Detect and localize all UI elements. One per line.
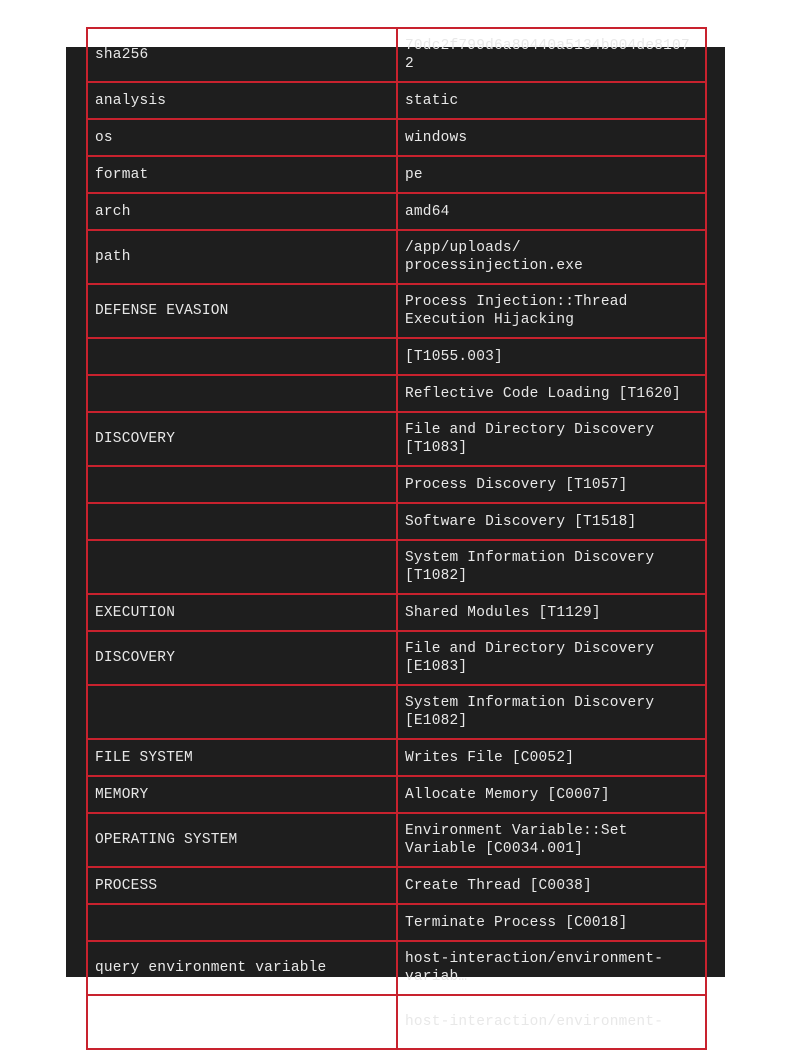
table-row [87,631,706,685]
table-row [87,813,706,867]
row-key-cell: os [87,119,397,156]
row-value-cell: Shared Modules [T1129] [397,594,706,631]
table-row [87,230,706,284]
table-row [87,119,706,156]
row-key-cell: arch [87,193,397,230]
row-value-cell: Reflective Code Loading [T1620] [397,375,706,412]
row-key-cell: sha256 [87,28,397,82]
row-value-cell: 70dc2f799d6a80440a5134b004de81072 [397,28,706,82]
table-row [87,82,706,119]
row-value-cell: Process Discovery [T1057] [397,466,706,503]
row-key-cell [87,338,397,375]
row-key-cell [87,503,397,540]
row-key-cell [87,466,397,503]
table-row [87,338,706,375]
row-key-cell [87,540,397,594]
row-value-cell: File and Directory Discovery [T1083] [397,412,706,466]
analysis-report-table [86,27,707,1050]
row-value-cell: Terminate Process [C0018] [397,904,706,941]
row-key-cell: PROCESS [87,867,397,904]
row-value-cell: Allocate Memory [C0007] [397,776,706,813]
row-key-cell [87,995,397,1049]
row-value-cell: amd64 [397,193,706,230]
row-value-cell: host-interaction/environment-variab… [397,941,706,995]
row-value-cell: File and Directory Discovery [E1083] [397,631,706,685]
table-row [87,540,706,594]
table-row [87,284,706,338]
row-key-cell [87,375,397,412]
table-row [87,28,706,82]
row-key-cell: path [87,230,397,284]
row-key-cell: analysis [87,82,397,119]
row-key-cell: EXECUTION [87,594,397,631]
row-value-cell: Software Discovery [T1518] [397,503,706,540]
table-row [87,412,706,466]
row-value-cell: static [397,82,706,119]
table-row [87,594,706,631]
row-key-cell: OPERATING SYSTEM [87,813,397,867]
row-value-cell: [T1055.003] [397,338,706,375]
table-row [87,685,706,739]
row-key-cell: DISCOVERY [87,412,397,466]
table-row [87,503,706,540]
report-panel [66,38,725,1030]
table-row [87,995,706,1049]
row-key-cell: DEFENSE EVASION [87,284,397,338]
row-value-cell: Environment Variable::Set Variable [C0034.001] [397,813,706,867]
row-value-cell: /app/uploads/ processinjection.exe [397,230,706,284]
row-value-cell: Writes File [C0052] [397,739,706,776]
table-row [87,904,706,941]
table-row [87,739,706,776]
row-key-cell: FILE SYSTEM [87,739,397,776]
table-row [87,941,706,995]
row-key-cell: DISCOVERY [87,631,397,685]
row-value-cell: Process Injection::Thread Execution Hijacking [397,284,706,338]
row-key-cell [87,904,397,941]
row-value-cell: System Information Discovery [T1082] [397,540,706,594]
row-value-cell: host-interaction/environment- [397,995,706,1049]
table-row [87,375,706,412]
row-value-cell: pe [397,156,706,193]
table-row [87,867,706,904]
report-table-body [87,28,706,1049]
table-row [87,776,706,813]
row-key-cell: MEMORY [87,776,397,813]
row-key-cell: query environment variable [87,941,397,995]
row-key-cell: format [87,156,397,193]
row-key-cell [87,685,397,739]
row-value-cell: windows [397,119,706,156]
table-row [87,193,706,230]
table-row [87,156,706,193]
table-row [87,466,706,503]
row-value-cell: System Information Discovery [E1082] [397,685,706,739]
row-value-cell: Create Thread [C0038] [397,867,706,904]
